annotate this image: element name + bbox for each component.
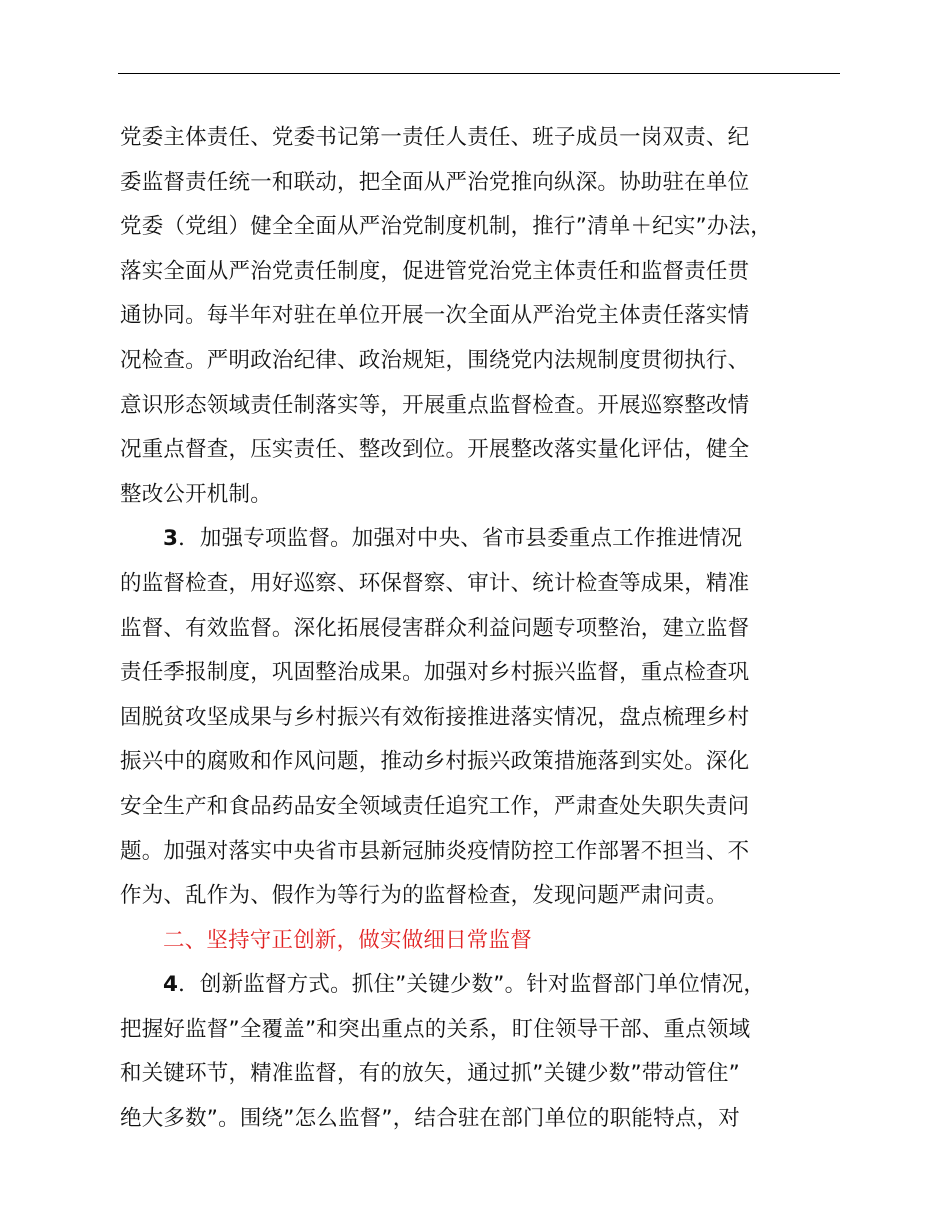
body-line: 监督、有效监督。深化拓展侵害群众利益问题专项整治，建立监督	[120, 615, 750, 641]
document-body	[120, 116, 850, 1142]
body-line: 把握好监督”全覆盖”和突出重点的关系，盯住领导干部、重点领域	[120, 1016, 751, 1042]
body-line-text: ．加强专项监督。加强对中央、省市县委重点工作推进情况	[178, 526, 743, 552]
numbered-paragraph-start	[120, 963, 850, 1008]
body-line: 整改公开机制。	[120, 481, 272, 507]
body-line: 作为、乱作为、假作为等行为的监督检查，发现问题严肃问责。	[120, 883, 728, 909]
body-line: 落实全面从严治党责任制度，促进管党治党主体责任和监督责任贯	[120, 258, 750, 284]
body-line: 况重点督查，压实责任、整改到位。开展整改落实量化评估，健全	[120, 437, 750, 463]
body-line: 振兴中的腐败和作风问题，推动乡村振兴政策措施落到实处。深化	[120, 749, 750, 775]
item-number: 3	[163, 526, 179, 552]
body-line: 绝大多数”。围绕”怎么监督”，结合驻在部门单位的职能特点，对	[120, 1106, 740, 1132]
header-rule	[118, 73, 840, 74]
body-line-text: ．创新监督方式。抓住”关键少数”。针对监督部门单位情况，	[178, 972, 766, 998]
body-line: 固脱贫攻坚成果与乡村振兴有效衔接推进落实情况，盘点梳理乡村	[120, 704, 750, 730]
section-heading: 二、坚持守正创新，做实做细日常监督	[163, 927, 532, 953]
body-line: 通协同。每半年对驻在单位开展一次全面从严治党主体责任落实情	[120, 303, 750, 329]
item-number: 4	[163, 972, 179, 998]
body-line: 况检查。严明政治纪律、政治规矩，围绕党内法规制度贯彻执行、	[120, 347, 750, 373]
body-line: 题。加强对落实中央省市县新冠肺炎疫情防控工作部署不担当、不	[120, 838, 750, 864]
body-line: 和关键环节，精准监督，有的放矢，通过抓”关键少数”带动管住”	[120, 1061, 740, 1087]
body-line: 党委（党组）健全全面从严治党制度机制，推行”清单＋纪实”办法，	[120, 214, 772, 240]
body-line: 意识形态领域责任制落实等，开展重点监督检查。开展巡察整改情	[120, 392, 750, 418]
numbered-paragraph-start	[120, 517, 850, 562]
body-line: 党委主体责任、党委书记第一责任人责任、班子成员一岗双责、纪	[120, 125, 750, 150]
body-line: 安全生产和食品药品安全领域责任追究工作，严肃查处失职失责问	[120, 793, 750, 819]
body-line: 责任季报制度，巩固整治成果。加强对乡村振兴监督，重点检查巩	[120, 660, 750, 686]
body-line: 的监督检查，用好巡察、环保督察、审计、统计检查等成果，精准	[120, 570, 750, 596]
body-line: 委监督责任统一和联动，把全面从严治党推向纵深。协助驻在单位	[120, 169, 750, 195]
